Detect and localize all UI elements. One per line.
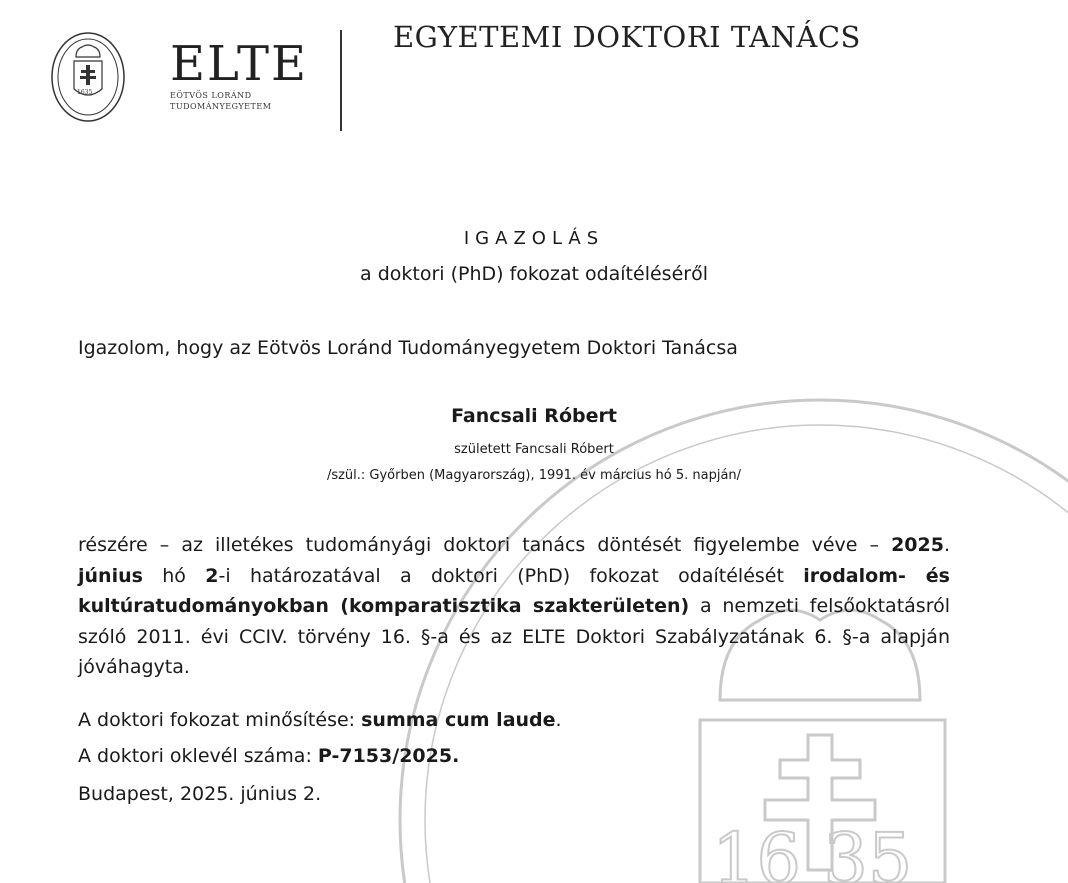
place-date: Budapest, 2025. június 2. xyxy=(78,783,322,805)
body-text-1: részére – az illetékes tudományági doktori tanács döntését figyelembe véve – xyxy=(78,534,892,556)
decision-day: 2 xyxy=(205,564,219,587)
diploma-label: A doktori oklevél száma: xyxy=(78,745,318,767)
document-subtitle: a doktori (PhD) fokozat odaítéléséről xyxy=(360,263,708,285)
birth-info: /szül.: Győrben (Magyarország), 1991. év március hó 5. napján/ xyxy=(326,468,742,483)
body-text-5: a nemzeti felsőoktatásról szóló 2011. évi CCIV. törvény 16. §-a és az ELTE Doktori Szabályzatának 6. §-a alapján jóváhagyta. xyxy=(78,595,950,678)
recipient-name: Fancsali Róbert xyxy=(451,405,617,427)
logo-line-1: EÖTVÖS LORÁND xyxy=(170,91,252,100)
born-as: született Fancsali Róbert xyxy=(454,442,614,457)
grade-line xyxy=(78,709,562,731)
council-heading: EGYETEMI DOKTORI TANÁCS xyxy=(393,20,861,54)
logo-seal-year: 1635 xyxy=(77,89,93,96)
certification-body xyxy=(78,530,950,683)
seal-cross-icon xyxy=(765,735,875,870)
intro-text: Igazolom, hogy az Eötvös Loránd Tudományegyetem Doktori Tanácsa xyxy=(78,337,738,359)
header-divider xyxy=(340,30,342,131)
body-text-2: . xyxy=(943,534,950,556)
seal-year: 16 35 xyxy=(712,818,913,883)
diploma-line xyxy=(78,745,459,767)
grade-value: summa cum laude xyxy=(361,709,556,731)
body-text-3: hó xyxy=(142,564,206,587)
body-text-4: -i határozatával a doktori (PhD) fokozat odaítélését xyxy=(218,564,804,587)
logo-line-2: TUDOMÁNYEGYETEM xyxy=(170,102,272,111)
decision-month: június xyxy=(78,564,143,587)
decision-year: 2025 xyxy=(891,534,944,556)
elte-seal-logo xyxy=(50,31,126,123)
diploma-number: P-7153/2025. xyxy=(317,745,460,767)
document-title: IGAZOLÁS xyxy=(463,228,605,249)
elte-wordmark xyxy=(170,38,308,112)
logo-word: ELTE xyxy=(170,36,309,92)
grade-label: A doktori fokozat minősítése: xyxy=(78,709,362,731)
seal-shield xyxy=(700,720,945,883)
degree-field: irodalom- és kultúratudományokban (komparatisztika szakterületen) xyxy=(78,564,950,617)
grade-end: . xyxy=(555,709,562,731)
